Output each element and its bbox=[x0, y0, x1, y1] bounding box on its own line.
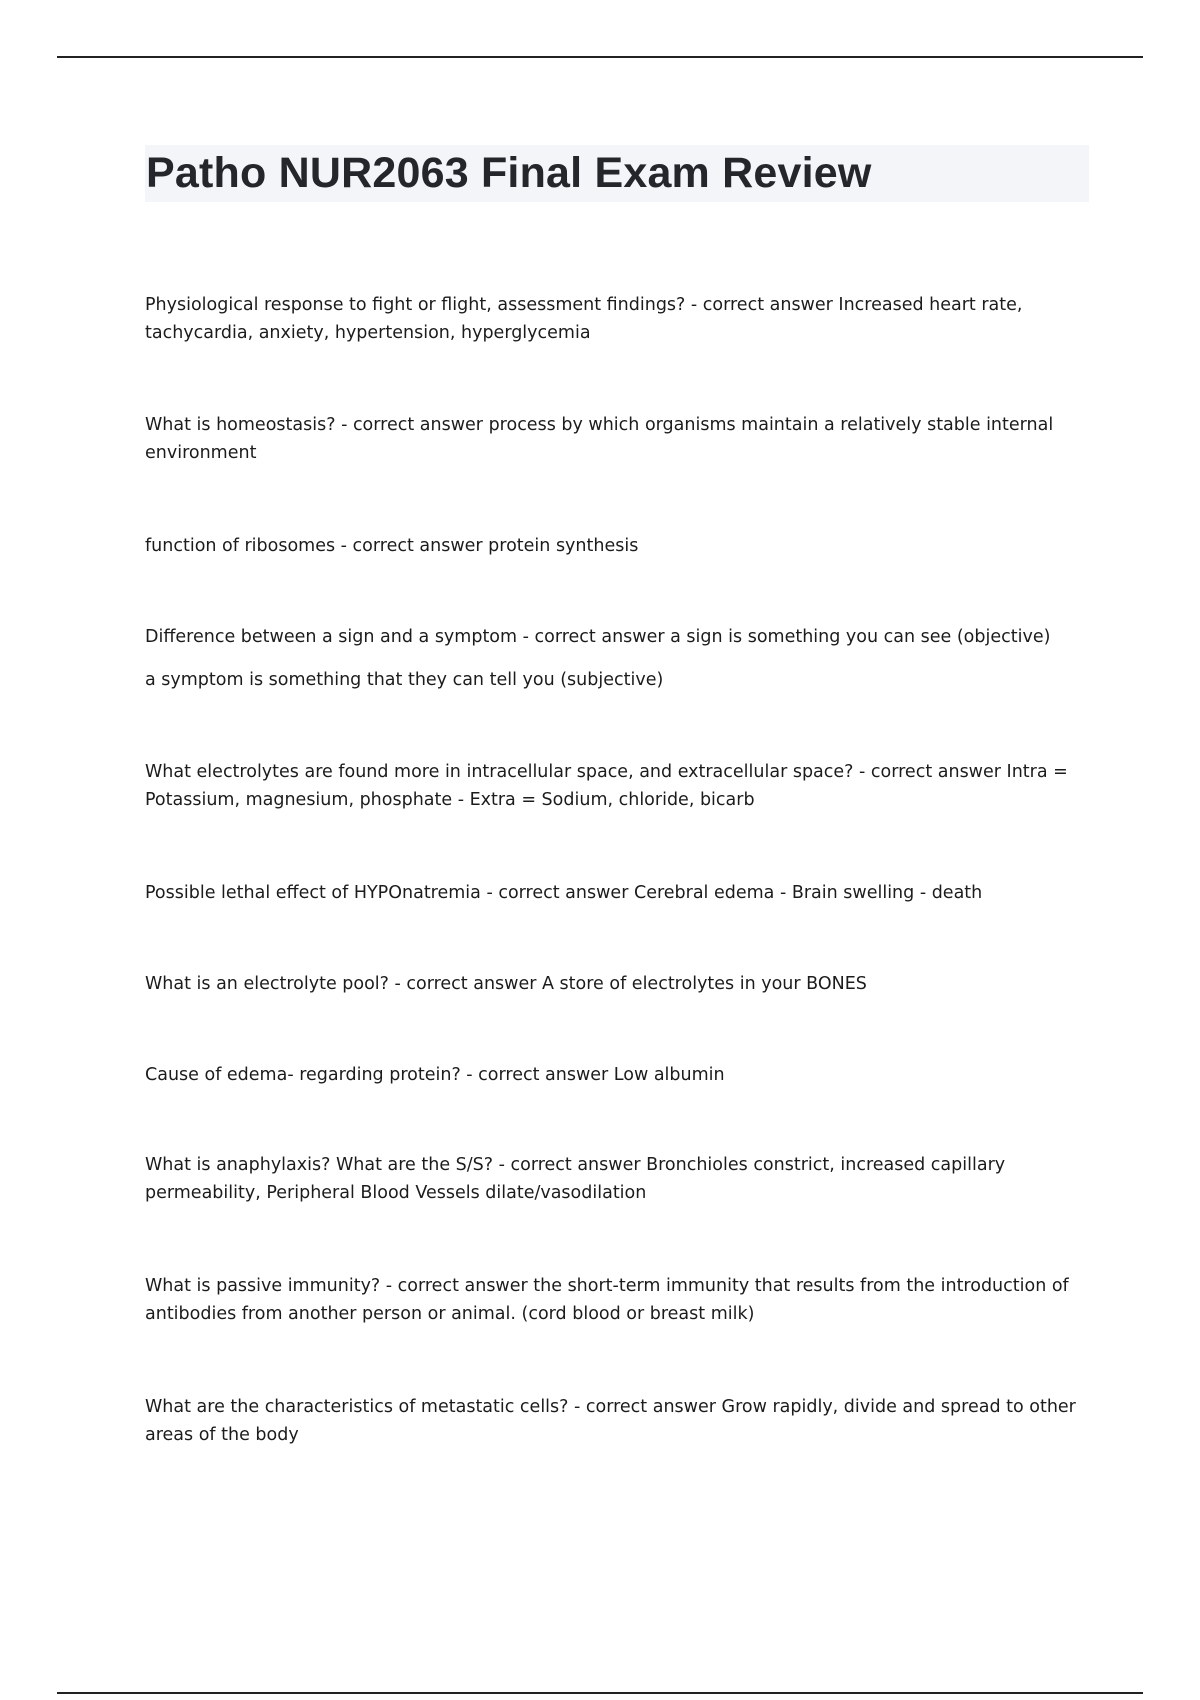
qa-item bbox=[145, 1272, 1095, 1328]
question-text: Possible lethal effect of HYPOnatremia bbox=[145, 883, 481, 903]
answer-text: Increased heart rate, tachycardia, anxiety, hypertension, hyperglycemia bbox=[145, 295, 1023, 343]
question-text: Difference between a sign and a symptom bbox=[145, 627, 518, 647]
qa-text bbox=[145, 1272, 1095, 1328]
qa-text bbox=[145, 879, 1095, 907]
qa-text bbox=[145, 532, 1095, 560]
question-text: What electrolytes are found more in intracellular space, and extracellular space? bbox=[145, 762, 854, 782]
answer-text: A store of electrolytes in your BONES bbox=[542, 974, 867, 994]
answer-separator: - correct answer bbox=[568, 1397, 722, 1417]
qa-item bbox=[145, 970, 1095, 998]
question-text: Physiological response to fight or flight, assessment findings? bbox=[145, 295, 686, 315]
qa-item bbox=[145, 411, 1095, 467]
qa-text bbox=[145, 1151, 1095, 1207]
answer-text: a sign is something you can see (objective) bbox=[670, 627, 1051, 647]
answer-separator: - correct answer bbox=[460, 1065, 614, 1085]
header-rule bbox=[57, 56, 1143, 58]
question-text: Cause of edema- regarding protein? bbox=[145, 1065, 461, 1085]
answer-separator: - correct answer bbox=[480, 883, 634, 903]
qa-item bbox=[145, 623, 1095, 694]
answer-separator: - correct answer bbox=[853, 762, 1007, 782]
qa-item bbox=[145, 1151, 1095, 1207]
question-text: What are the characteristics of metastatic cells? bbox=[145, 1397, 569, 1417]
qa-text bbox=[145, 1061, 1095, 1089]
qa-text bbox=[145, 623, 1095, 651]
qa-item bbox=[145, 879, 1095, 907]
question-text: What is passive immunity? bbox=[145, 1276, 381, 1296]
answer-separator: - correct answer bbox=[335, 415, 489, 435]
qa-text bbox=[145, 1393, 1095, 1449]
qa-item bbox=[145, 758, 1095, 814]
answer-text: Low albumin bbox=[613, 1065, 725, 1085]
answer-separator: - correct answer bbox=[388, 974, 543, 994]
answer-text: protein synthesis bbox=[488, 536, 639, 556]
answer-extra-text: a symptom is something that they can tell you (subjective) bbox=[145, 670, 664, 690]
qa-text bbox=[145, 970, 1095, 998]
qa-text bbox=[145, 291, 1095, 347]
qa-text bbox=[145, 758, 1095, 814]
answer-text: Bronchioles constrict, increased capillary permeability, Peripheral Blood Vessels dilate/vasodilation bbox=[145, 1155, 1006, 1203]
footer-rule bbox=[57, 1692, 1143, 1694]
answer-text: Cerebral edema - Brain swelling - death bbox=[633, 883, 983, 903]
answer-separator: - correct answer bbox=[493, 1155, 647, 1175]
question-text: What is an electrolyte pool? bbox=[145, 974, 389, 994]
answer-text: process by which organisms maintain a relatively stable internal environment bbox=[145, 415, 1054, 463]
answer-separator: - correct answer bbox=[380, 1276, 534, 1296]
answer-text: the short-term immunity that results from the introduction of antibodies from another person or animal. (cord blood or breast milk) bbox=[145, 1276, 1069, 1324]
answer-separator: - correct answer bbox=[335, 536, 489, 556]
page-title: Patho NUR2063 Final Exam Review bbox=[146, 149, 872, 197]
answer-separator: - correct answer bbox=[685, 295, 839, 315]
qa-text bbox=[145, 411, 1095, 467]
question-text: What is homeostasis? bbox=[145, 415, 336, 435]
qa-item bbox=[145, 1393, 1095, 1449]
question-text: function of ribosomes bbox=[145, 536, 336, 556]
answer-text: Intra = Potassium, magnesium, phosphate - Extra = Sodium, chloride, bicarb bbox=[145, 762, 1068, 810]
qa-item bbox=[145, 291, 1095, 347]
answer-separator: - correct answer bbox=[517, 627, 671, 647]
qa-item bbox=[145, 532, 1095, 560]
qa-item bbox=[145, 1061, 1095, 1089]
answer-text: Grow rapidly, divide and spread to other areas of the body bbox=[145, 1397, 1076, 1445]
question-text: What is anaphylaxis? What are the S/S? bbox=[145, 1155, 494, 1175]
